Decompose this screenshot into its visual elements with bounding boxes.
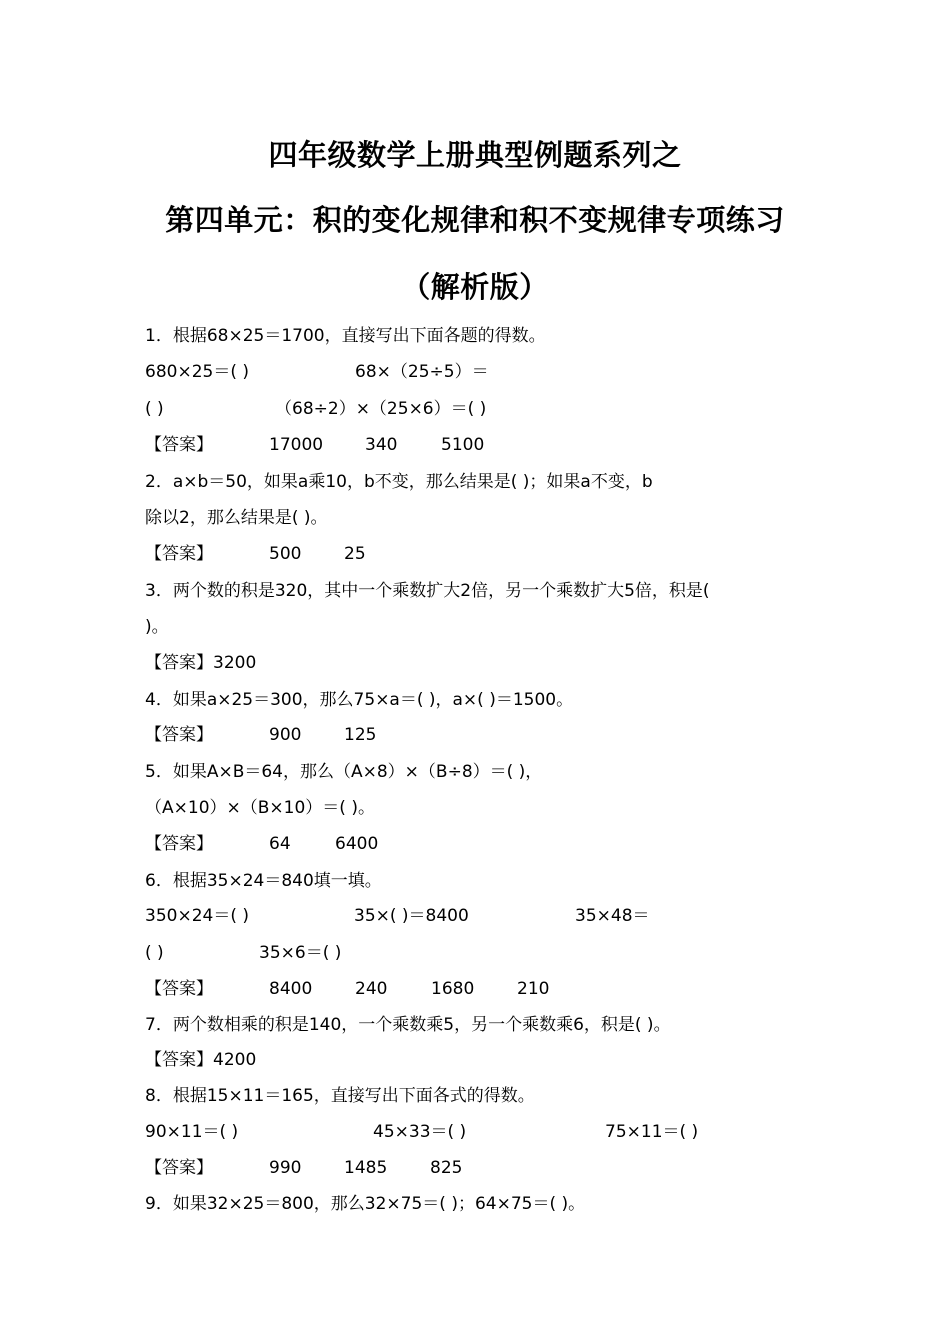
answer-value: 1485 [344, 1158, 388, 1178]
q6-line1 [145, 904, 825, 928]
q1-expr-d: （68÷2）×（25×6）＝( ) [275, 399, 487, 419]
q7-stem: 7．两个数相乘的积是140，一个乘数乘5，另一个乘数乘6，积是( )。 [145, 1015, 671, 1035]
q1-expr-a: 680×25＝( ) [145, 362, 249, 382]
q5-stem-1: 5．如果A×B＝64，那么（A×8）×（B÷8）＝( )， [145, 762, 543, 782]
answer-value: 6400 [335, 834, 379, 854]
answer-value: 500 [269, 544, 302, 564]
answer-tag: 【答案】 [145, 653, 213, 673]
q2-stem-1: 2．a×b＝50，如果a乘10，b不变，那么结果是( )；如果a不变，b [145, 472, 653, 492]
title-line-2: 第四单元：积的变化规律和积不变规律专项练习 [165, 203, 785, 237]
answer-value: 64 [269, 834, 291, 854]
answer-value: 125 [344, 725, 377, 745]
q6-expr-e: 35×6＝( ) [259, 943, 342, 963]
answer-tag: 【答案】 [145, 1050, 213, 1070]
answer-tag: 【答案】 [145, 979, 213, 999]
q6-expr-c: 35×48＝ [575, 906, 650, 926]
q3-stem-2: )。 [145, 617, 169, 637]
answer-value: 17000 [269, 435, 324, 455]
answer-value: 240 [355, 979, 388, 999]
q1-answer [145, 433, 825, 457]
q6-answer [145, 977, 825, 1001]
q1-expr-b: 68×（25÷5）＝ [355, 362, 489, 382]
q1-line2 [145, 397, 825, 421]
answer-tag: 【答案】 [145, 725, 213, 745]
answer-value: 990 [269, 1158, 302, 1178]
q1-stem: 1．根据68×25＝1700，直接写出下面各题的得数。 [145, 326, 546, 346]
answer-value: 825 [430, 1158, 463, 1178]
answer-value: 3200 [213, 653, 257, 673]
answer-tag: 【答案】 [145, 1158, 213, 1178]
q6-expr-d: ( ) [145, 943, 164, 963]
q1-expr-c: ( ) [145, 399, 164, 419]
answer-tag: 【答案】 [145, 544, 213, 564]
q8-expr-b: 45×33＝( ) [373, 1122, 467, 1142]
q3-stem-1: 3．两个数的积是320，其中一个乘数扩大2倍，另一个乘数扩大5倍，积是( [145, 581, 710, 601]
q2-stem-2: 除以2，那么结果是( )。 [145, 508, 328, 528]
q8-expr-a: 90×11＝( ) [145, 1122, 239, 1142]
q6-stem: 6．根据35×24＝840填一填。 [145, 871, 382, 891]
q9-stem: 9．如果32×25＝800，那么32×75＝( )；64×75＝( )。 [145, 1194, 586, 1214]
q5-stem-2: （A×10）×（B×10）＝( )。 [145, 798, 375, 818]
answer-value: 5100 [441, 435, 485, 455]
q6-expr-b: 35×( )＝8400 [354, 906, 469, 926]
answer-tag: 【答案】 [145, 834, 213, 854]
q8-expr-c: 75×11＝( ) [605, 1122, 699, 1142]
q4-stem: 4．如果a×25＝300，那么75×a＝( )，a×( )＝1500。 [145, 690, 574, 710]
q8-line1 [145, 1120, 825, 1144]
q4-answer [145, 723, 825, 747]
answer-value: 4200 [213, 1050, 257, 1070]
q3-answer [145, 651, 825, 675]
q6-line2 [145, 941, 825, 965]
answer-value: 340 [365, 435, 398, 455]
title-line-3: （解析版） [401, 270, 549, 304]
q1-line1 [145, 360, 825, 384]
q5-answer [145, 832, 825, 856]
q7-answer [145, 1048, 825, 1072]
answer-value: 900 [269, 725, 302, 745]
answer-tag: 【答案】 [145, 435, 213, 455]
answer-value: 25 [344, 544, 366, 564]
answer-value: 1680 [431, 979, 475, 999]
q8-answer [145, 1156, 825, 1180]
title-line-1: 四年级数学上册典型例题系列之 [268, 138, 682, 172]
q6-expr-a: 350×24＝( ) [145, 906, 249, 926]
answer-value: 210 [517, 979, 550, 999]
answer-value: 8400 [269, 979, 313, 999]
q8-stem: 8．根据15×11＝165，直接写出下面各式的得数。 [145, 1086, 535, 1106]
q2-answer [145, 542, 825, 566]
